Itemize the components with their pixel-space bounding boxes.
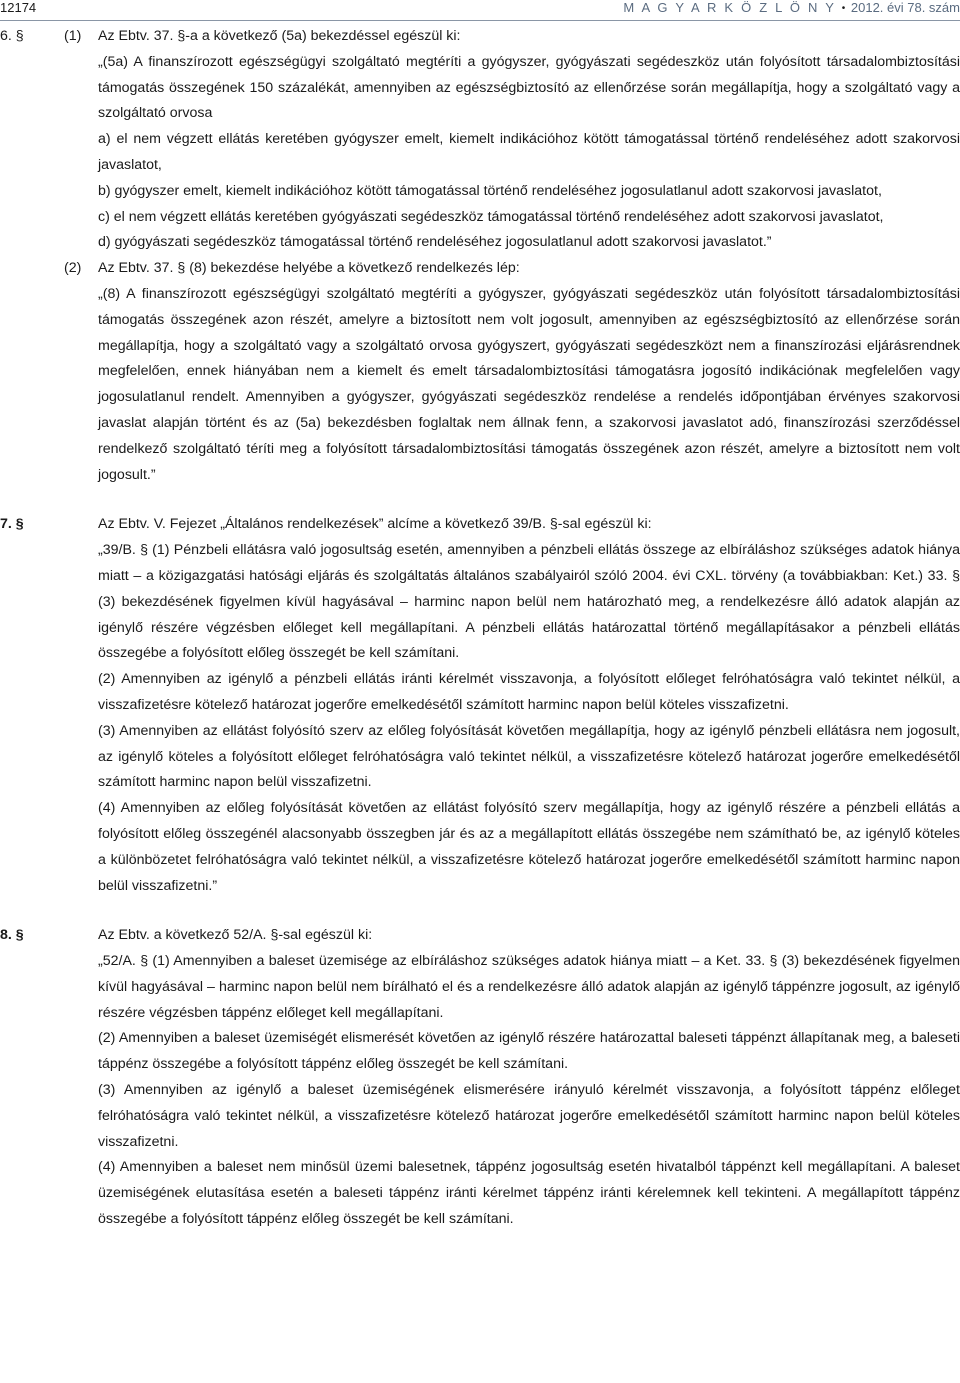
page-number: 12174 xyxy=(0,0,37,15)
paragraph: Az Ebtv. a következő 52/A. §-sal egészül ki: xyxy=(98,927,373,944)
publication-title: M A G Y A R K Ö Z L Ö N Y xyxy=(623,0,837,15)
paragraph: (3) Amennyiben az ellátást folyósító szerv az előleg folyósítását követően megállapítja, hogy az igénylő pénzbeli ellátásra nem jogosult, az igénylő köteles a folyósított előleget felróhatóságra való tekintet nélkül, a visszafizetésre kötelező határozat jogerőre emelkedésétől számított harminc napon belül visszafizetni. xyxy=(98,722,960,791)
section-6 xyxy=(0,24,960,488)
paragraph-text: Az Ebtv. 37. § (8) bekezdése helyébe a következő rendelkezés lép: xyxy=(98,260,520,277)
paragraph: „(8) A finanszírozott egészségügyi szolgáltató megtéríti a gyógyszer, gyógyászati segédeszköz után folyósított társadalombiztosítási támogatás összegének azon részét, amelyre a biztosított nem volt jogosult, amennyiben az egészségbiztosító az ellenőrzése során megállapítja, hogy a szolgáltató vagy a szolgáltató orvosa gyógyszert, gyógyászati segédeszközt nem a finanszírozási eljárásrendnek megfelelően, ennek hiányában nem a kiemelt és emelt társadalombiztosítási támogatásra jogosító indikációnak megfelelően vagy jogosulatlanul rendelt. Amennyiben a gyógyszer, gyógyászati segédeszköz rendelése a rendelés időpontjában érvényes szakorvosi javaslat alapján történt és az (5a) bekezdésben foglaltak nem állnak fenn, a szakorvosi javaslatot adó, finanszírozási szerződéssel rendelkező szolgáltató téríti meg a folyósított társadalombiztosítási támogatás összegének azon részét, amelyre a biztosított nem volt jogosult.” xyxy=(98,285,960,483)
issue-label: 2012. évi 78. szám xyxy=(850,0,960,15)
publication-info xyxy=(623,0,960,15)
paragraph-number: (1) xyxy=(64,28,82,44)
header-rule xyxy=(0,20,960,21)
paragraph: „52/A. § (1) Amennyiben a baleset üzemisége az elbíráláshoz szükséges adatok hiánya miatt – a Ket. 33. § (3) bekezdésének figyelmen kívül hagyásával – harminc napon belül nem bírálható el és a rendelkezésre álló adatok alapján az igénylő táppénzre jogosult, az igénylő részére végzésben táppénz előleget kell megállapítani. xyxy=(98,953,960,1021)
paragraph: „39/B. § (1) Pénzbeli ellátásra való jogosultság esetén, amennyiben a pénzbeli ellátás összege az elbíráláshoz szükséges adatok hiánya miatt – a közigazgatási hatósági eljárás és szolgáltatás általános szabályairól szóló 2004. évi CXL. törvény (a továbbiakban: Ket.) 33. § (3) bekezdésének figyelmen kívül hagyásával – harminc napon belül nem határozható meg, a rendelkezésre álló adatok alapján az igénylő részére végzésben előleget kell megállapítani. A pénzbeli ellátás határozattal történő megállapításakor a pénzbeli ellátás összegébe a folyósított előleg összegét be kell számítani. xyxy=(98,542,960,662)
section-8 xyxy=(0,923,960,1233)
paragraph: (2) Amennyiben a baleset üzemiségét elismerését követően az igénylő részére határozattal baleseti táppénzt állapítanak meg, a baleseti táppénz összegébe a folyósított táppénz előleg összegét be kell számítani. xyxy=(98,1030,960,1073)
section-7 xyxy=(0,512,960,899)
paragraph-number: (2) xyxy=(64,260,82,277)
paragraph: (3) Amennyiben az igénylő a baleset üzemiségének elismerésére irányuló kérelmét visszavonja, a folyósított táppénz előleget felróhatóságra való tekintet nélkül, a visszafizetésre kötelező határozat jogerőre emelkedésétől számított harminc napon belül köteles visszafizetni. xyxy=(98,1082,960,1150)
paragraph: Az Ebtv. V. Fejezet „Általános rendelkezések” alcíme a következő 39/B. §-sal egészül ki: xyxy=(98,516,652,533)
paragraph xyxy=(64,24,960,50)
paragraph: (4) Amennyiben a baleset nem minősül üzemi balesetnek, táppénz jogosultság esetén hivatalból táppénzt kell megállapítani. A baleset üzemiségének elutasítása esetén a baleseti táppénz iránti kérelmet táppénz iránti kérelemnek kell tekinteni. A megállapított táppénz összegébe a folyósított táppénz előleg összegét be kell számítani. xyxy=(98,1159,960,1228)
document-body xyxy=(0,24,960,1233)
paragraph xyxy=(64,256,960,282)
section-number: 8. § xyxy=(0,927,24,944)
paragraph: (4) Amennyiben az előleg folyósítását követően az ellátást folyósító szerv megállapítja, hogy az igénylő részére a pénzbeli ellátás a folyósított előleg összegénél alacsonyabb összegben jár és az a megállapított ellátás összegébe nem számítható be, az igénylő köteles a különbözetet felróhatóságra való tekintet nélkül, a visszafizetésre kötelező határozat jogerőre emelkedésétől számított harminc napon belül visszafizetni.” xyxy=(98,800,960,894)
section-number: 7. § xyxy=(0,516,24,533)
separator-dot: • xyxy=(841,3,846,14)
paragraph: (2) Amennyiben az igénylő a pénzbeli ellátás iránti kérelmét visszavonja, a folyósított előleget felróhatóságra való tekintet nélkül, a visszafizetésre kötelező határozat jogerőre emelkedésétől számított harminc napon belül köteles visszafizetni. xyxy=(98,671,960,713)
section-gap xyxy=(0,899,960,923)
list-item: a) el nem végzett ellátás keretében gyógyszer emelt, kiemelt indikációhoz kötött támogatással történő rendeléséhez adott szakorvosi javaslatot, xyxy=(98,131,960,173)
list-item: d) gyógyászati segédeszköz támogatással történő rendeléséhez jogosulatlanul adott szakorvosi javaslatot.” xyxy=(98,234,772,251)
page-header xyxy=(0,0,960,22)
list-item: c) el nem végzett ellátás keretében gyógyászati segédeszköz támogatással történő rendeléséhez adott szakorvosi javaslatot, xyxy=(98,208,884,225)
paragraph: „(5a) A finanszírozott egészségügyi szolgáltató megtéríti a gyógyszer, gyógyászati segédeszköz után folyósított társadalombiztosítási támogatás összegének 150 százalékát, amennyiben az egészségbiztosító az ellenőrzése során megállapítja, hogy a szolgáltató vagy a szolgáltató orvosa xyxy=(98,53,960,122)
section-number: 6. § xyxy=(0,28,24,44)
list-item: b) gyógyszer emelt, kiemelt indikációhoz kötött támogatással történő rendeléséhez jogosulatlanul adott szakorvosi javaslatot, xyxy=(98,182,882,199)
section-gap xyxy=(0,488,960,512)
paragraph-text: Az Ebtv. 37. §-a a következő (5a) bekezdéssel egészül ki: xyxy=(98,28,461,44)
